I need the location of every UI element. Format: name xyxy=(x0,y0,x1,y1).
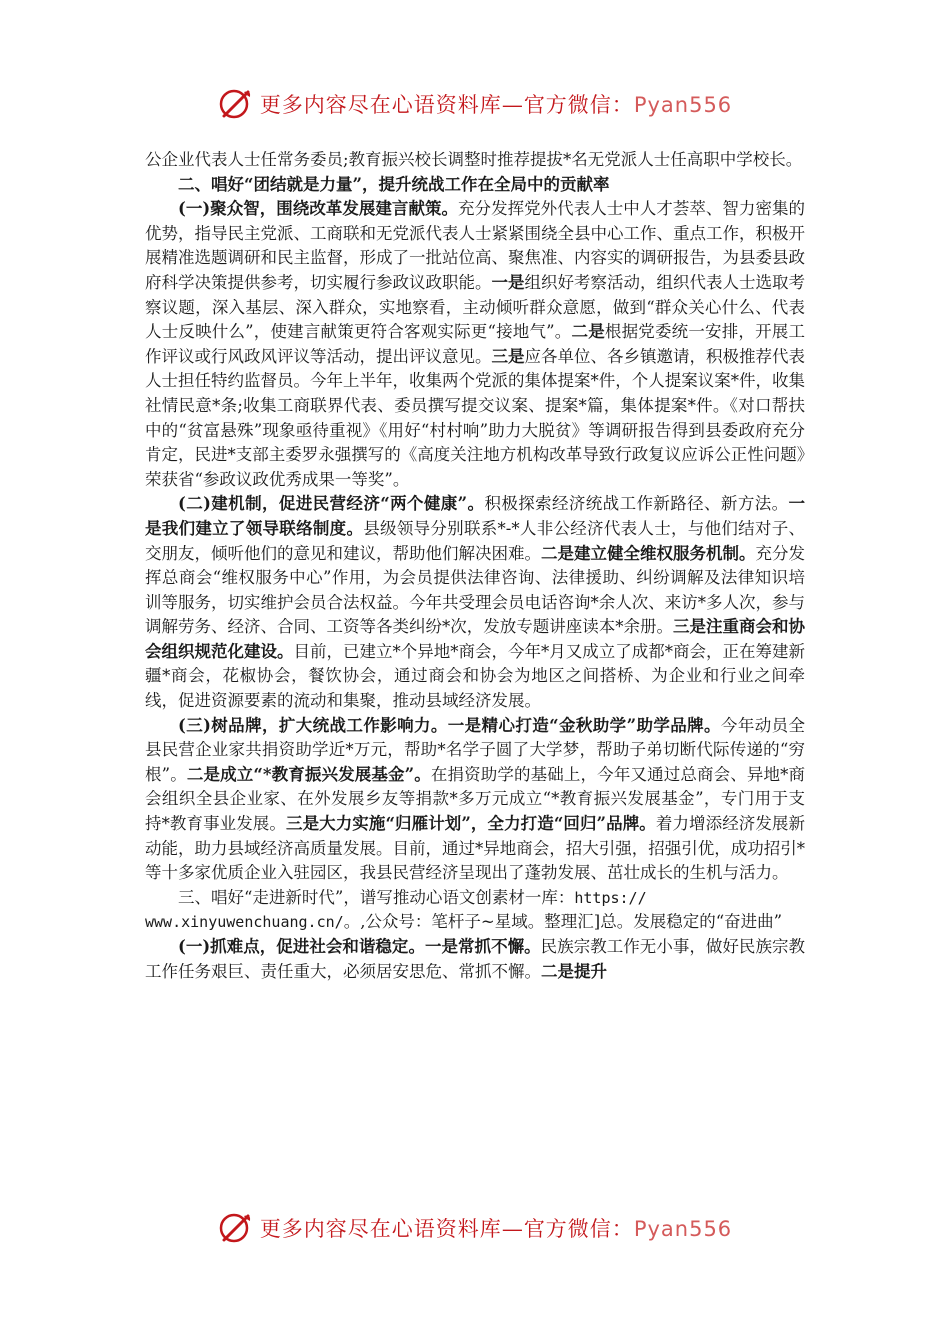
text-run: 组织好考察活动，组织代表人士选取考察议题，深入基层、深入群众，实地察看，主动倾听群众意愿，做到“群众关心什么、代表人士反映什么”，使建言献策更符合客观实际更“接地气”。 xyxy=(145,272,805,342)
pen-quill-logo-icon xyxy=(218,86,254,122)
bold-text-run: (一)聚众智，围绕改革发展建言献策。 xyxy=(178,199,459,219)
banner-dash: — xyxy=(501,93,524,117)
footer-watermark-banner xyxy=(0,1208,950,1248)
text-run: https:// xyxy=(574,888,647,907)
paragraph xyxy=(145,886,805,911)
banner-wechat-label: 官方微信： xyxy=(523,1217,634,1241)
text-run: 积极探索经济统战工作新路径、新方法。 xyxy=(484,494,789,514)
text-run: 着力增添经济发展新动能，助力县域经济高质量发展。目前，通过*异地商会，招大引强，招强引优，成功招引*等十多家优质企业入驻园区，我县民营经济呈现出了蓬勃发展、茁壮成长的生机与活力。 xyxy=(145,814,806,883)
text-run: 三、唱好“走进新时代”，谱写推动心语文创素材一库： xyxy=(178,887,575,907)
bold-text-run: 二是 xyxy=(571,322,605,342)
text-run: 充分发挥党外代表人士中人才荟萃、智力密集的优势，指导民主党派、工商联和无党派代表人士紧紧围绕全县中心工作、重点工作，积极开展精准选题调研和民主监督，形成了一批站位高、聚焦准、内容实的调研报告，为县委县政府科学决策提供参考，切实履行参政议政职能。 xyxy=(145,199,805,292)
paragraph xyxy=(145,714,805,886)
text-run: 充分发挥总商会“维权服务中心”作用，为会员提供法律咨询、法律援助、纠纷调解及法律知识培训等服务，切实维护会员合法权益。今年共受理会员电话咨询*余人次、来访*多人次，参与调解劳务、经济、合同、工资等各类纠纷*次，发放专题讲座读本*余册。 xyxy=(145,543,805,637)
text-run: 。,公众号：笔杆子~星域。整理汇]总。发展稳定的“奋进曲” xyxy=(343,912,783,932)
paragraph xyxy=(145,173,805,198)
paragraph xyxy=(145,492,805,713)
header-watermark-banner xyxy=(0,84,950,124)
banner-title: 更多内容尽在心语资料库 xyxy=(259,93,502,117)
text-run: www.xinyuwenchuang.cn/ xyxy=(145,913,344,932)
pen-quill-logo-icon xyxy=(218,1210,254,1246)
bold-text-run: 三是注重商会和协会组织规范化建设。 xyxy=(145,617,805,661)
bold-text-run: (三)树品牌，扩大统战工作影响力。一是精心打造“金秋助学”助学品牌。 xyxy=(178,715,721,735)
bold-text-run: 一是我们建立了领导联络制度。 xyxy=(145,494,805,538)
bold-text-run: (一)抓难点，促进社会和谐稳定。一是常抓不懈。 xyxy=(178,937,541,956)
paragraph xyxy=(145,935,805,984)
bold-text-run: 三是大力实施“归雁计划”，全力打造“回归”品牌。 xyxy=(285,814,656,834)
paragraph xyxy=(145,197,805,492)
bold-text-run: 二是提升 xyxy=(541,961,607,981)
text-run: 应各单位、各乡镇邀请，积极推荐代表人士担任特约监督员。今年上半年，收集两个党派的集体提案*件，个人提案议案*件，收集社情民意*条;收集工商联界代表、委员撰写提交议案、提案*篇，集体提案*件。《对口帮扶中的“贫富悬殊”现象亟待重视》《用好“村村响”助力大脱贫》等调研报告得到县委政府充分肯定，民进*支部主委罗永强撰写的《高度关注地方机构改革导致行政复议应诉公正性问题》荣获省“参政议政优秀成果一等奖”。 xyxy=(145,346,805,489)
text-run: 公企业代表人士任常务委员;教育振兴校长调整时推荐提拔*名无党派人士任高职中学校长。 xyxy=(145,150,803,169)
bold-text-run: (二)建机制，促进民营经济“两个健康”。 xyxy=(178,494,485,514)
text-run: 根据党委统一安排，开展工作评议或行风政风评议等活动，提出评议意见。 xyxy=(145,322,806,366)
document-body xyxy=(145,148,805,984)
bold-text-run: 二、唱好“团结就是力量”，提升统战工作在全局中的贡献率 xyxy=(178,174,610,194)
banner-title: 更多内容尽在心语资料库 xyxy=(259,1217,502,1241)
bold-text-run: 三是 xyxy=(491,346,525,366)
banner-wechat-id: Pyan556 xyxy=(633,1217,733,1241)
banner-wechat-id: Pyan556 xyxy=(633,93,733,117)
text-run: 在捐资助学的基础上，今年又通过总商会、异地*商会组织全县企业家、在外发展乡友等捐款*多万元成立“*教育振兴发展基金”，专门用于支持*教育事业发展。 xyxy=(145,764,805,834)
banner-wechat-label: 官方微信： xyxy=(523,93,634,117)
banner-text xyxy=(260,1213,732,1243)
paragraph xyxy=(145,910,805,935)
bold-text-run: 一是 xyxy=(491,272,525,292)
banner-text xyxy=(260,89,732,119)
paragraph xyxy=(145,148,805,173)
banner-dash: — xyxy=(501,1217,524,1241)
text-run: 民族宗教工作无小事，做好民族宗教工作任务艰巨、责任重大，必须居安思危、常抓不懈。 xyxy=(145,937,806,981)
text-run: 目前，已建立*个异地*商会，今年*月又成立了成都*商会，正在筹建新疆*商会，花椒协会，餐饮协会，通过商会和协会为地区之间搭桥、为企业和行业之间牵线，促进资源要素的流动和集聚，推动县域经济发展。 xyxy=(145,641,805,711)
bold-text-run: 二是建立健全维权服务机制。 xyxy=(541,543,756,563)
bold-text-run: 二是成立“*教育振兴发展基金”。 xyxy=(186,764,431,784)
text-run: 县级领导分别联系*-*人非公经济代表人士，与他们结对子、交朋友，倾听他们的意见和建议，帮助他们解决困难。 xyxy=(145,518,806,563)
text-run: 今年动员全县民营企业家共捐资助学近*万元，帮助*名学子圆了大学梦，帮助子弟切断代际传递的“穷根”。 xyxy=(145,715,805,784)
